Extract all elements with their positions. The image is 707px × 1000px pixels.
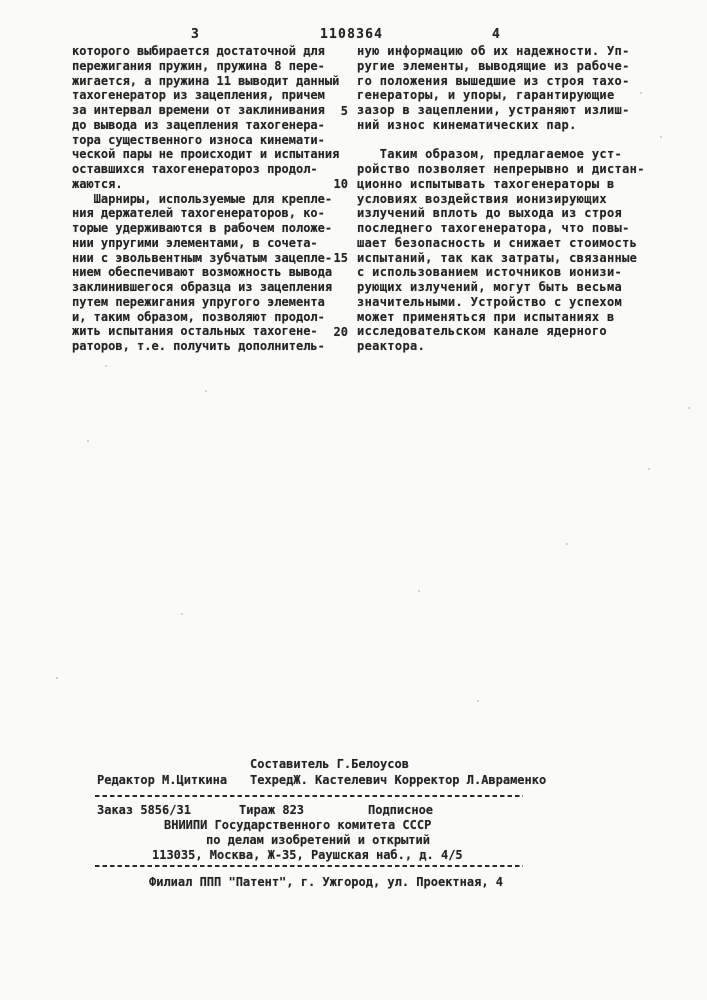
text-line [357,133,645,148]
text-line: Шарниры, используемые для крепле- [72,191,333,206]
footer-editor: Редактор М.Циткина [97,773,228,787]
text-line: исследовательском канале ядерного [357,324,607,339]
text-line: условиях воздействия ионизирующих [357,191,607,206]
paper-speck [660,136,662,138]
text-line: путем пережигания упругого элемента [72,294,325,309]
text-line: Таким образом, предлагаемое уст- [357,147,623,162]
text-line: последнего тахогенератора, что повы- [357,221,630,235]
footer-tirazh: Тираж 823 [239,803,305,817]
text-line: ния держателей тахогенераторов, ко- [72,206,325,221]
page-number-right: 4 [492,27,500,42]
text-line: тахогенератор из зацепления, причем [72,88,325,103]
text-line: торые удерживаются в рабочем положе- [72,221,333,235]
left-text-column [72,44,339,354]
footer-podpisnoe: Подписное [368,803,434,817]
paper-speck [205,390,207,392]
text-line: нии упругими элементами, в сочета- [72,235,318,250]
right-text-column [357,44,645,354]
footer-vniipi-line1: ВНИИПИ Государственного комитета СССР [164,818,432,832]
page-number-left: 3 [191,27,199,42]
text-line: которого выбирается достаточной для [72,44,325,58]
text-line: ную информацию об их надежности. Уп- [357,44,630,58]
text-line: излучений вплоть до выхода из строя [357,206,623,221]
footer-compiler: Составитель Г.Белоусов [250,757,409,771]
text-line: ционно испытывать тахогенераторы в [357,176,615,191]
text-line: заклинившегося образца из зацепления [72,280,333,294]
text-line: до вывода из зацепления тахогенера- [72,117,325,132]
text-line: жить испытания остальных тахогене- [72,324,318,339]
text-line: шает безопасность и снижает стоимость [357,235,638,250]
text-line: жигается, а пружина 11 выводит данный [72,73,340,88]
paper-speck [648,468,650,470]
text-line: нием обеспечивают возможность вывода [72,265,333,280]
paper-speck [418,590,420,592]
paper-speck [640,92,642,94]
footer-vniipi-address: 113035, Москва, Ж-35, Раушская наб., д. 4/5 [152,848,463,862]
text-line: значительными. Устройство с успехом [357,294,623,309]
paper-speck [105,365,107,367]
divider-dashed-line [95,795,523,797]
text-line: за интервал времени от заклинивания [72,103,325,117]
text-line: зазор в зацеплении, устраняют излиш- [357,103,630,117]
footer-branch-address: Филиал ППП "Патент", г. Ужгород, ул. Проектная, 4 [149,875,504,889]
paper-speck [87,440,89,442]
text-line: рующих излучений, могут быть весьма [357,280,623,294]
text-line: генераторы, и упоры, гарантирующие [357,88,615,103]
text-line: ний износ кинематических пар. [357,117,577,132]
text-line: испытаний, так как затраты, связанные [357,250,638,265]
paper-speck [56,677,58,679]
text-line: ройство позволяет непрерывно и дистан- [357,162,645,176]
text-line: и, таким образом, позволяют продол- [72,309,325,324]
line-number: 10 [333,177,348,191]
text-line: жаются. [72,176,123,191]
text-line: ческой пары не происходит и испытания [72,147,340,162]
paper-speck [688,407,690,409]
paper-speck [181,613,183,615]
line-number: 15 [333,251,348,265]
text-line: го положения вышедшие из строя тахо- [357,73,630,88]
paper-speck [566,543,568,545]
text-line: нии с эвольвентным зубчатым зацепле- [72,250,333,265]
text-line: тора существенного износа кинемати- [72,132,325,147]
footer-vniipi-line2: по делам изобретений и открытий [206,833,430,847]
text-line: может применяться при испытаниях в [357,309,615,324]
text-line: с использованием источников ионизи- [357,265,623,280]
line-number: 20 [333,325,348,339]
text-line: ругие элементы, выводящие из рабоче- [357,58,630,73]
text-line: раторов, т.е. получить дополнитель- [72,339,325,353]
text-line: пережигания пружин, пружина 8 пере- [72,58,325,73]
text-line: реактора. [357,339,426,353]
patent-number: 1108364 [320,27,384,42]
footer-techred-corrector: ТехредЖ. Кастелевич Корректор Л.Авраменко [250,773,547,787]
footer-order-number: Заказ 5856/31 [97,803,191,817]
text-line: оставшихся тахогенератороз продол- [72,162,318,176]
paper-speck [477,700,479,702]
divider-dashed-line [95,865,523,867]
line-number: 5 [340,104,348,118]
